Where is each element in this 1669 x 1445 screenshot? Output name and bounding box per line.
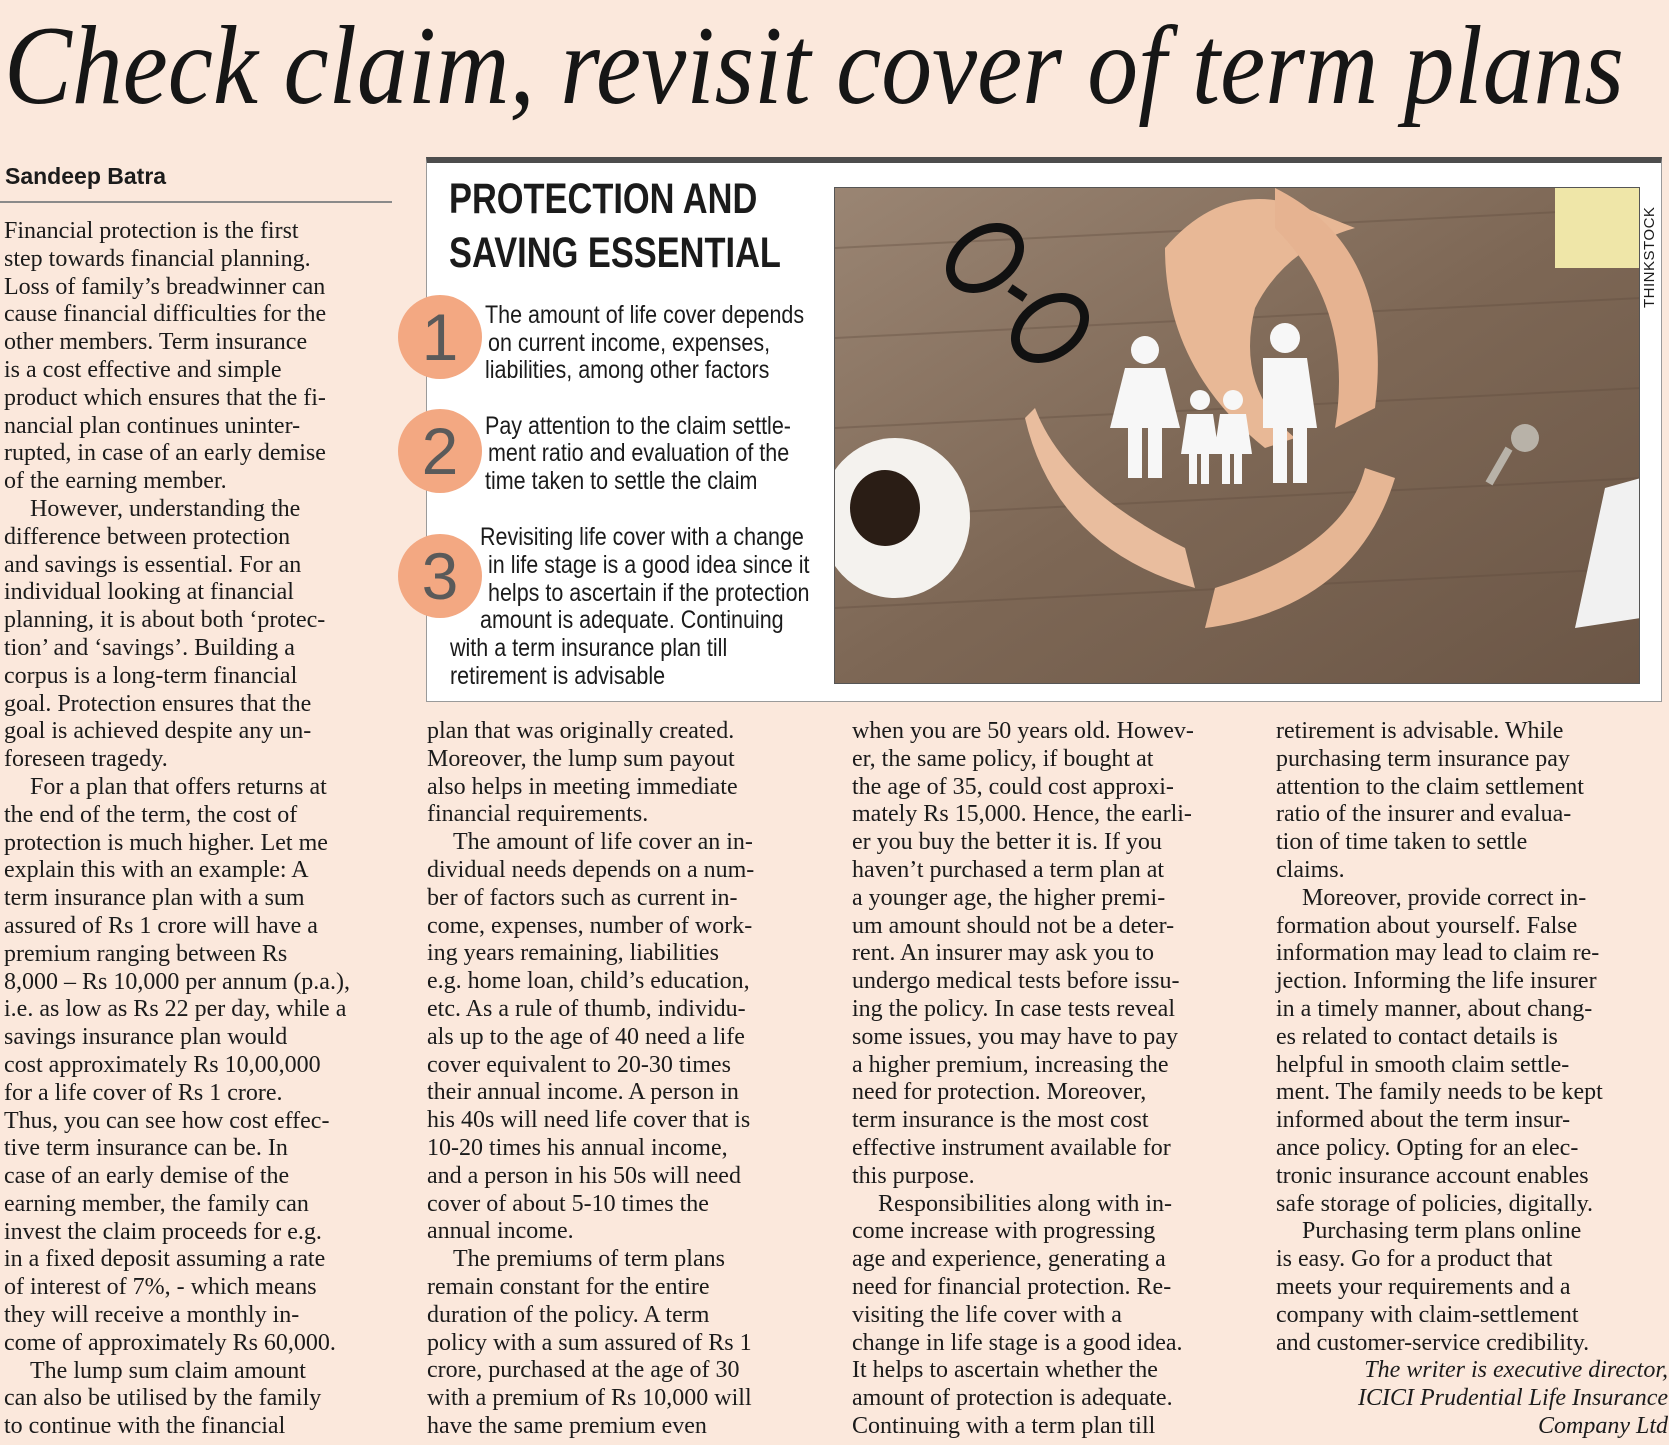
point-text-line: in life stage is a good idea since it — [488, 551, 810, 579]
body-text-line: other members. Term insurance — [4, 329, 308, 356]
body-text-line: ratio of the insurer and evalua- — [1276, 801, 1572, 828]
body-text-line: to continue with the financial — [4, 1413, 286, 1440]
body-text-line: step towards financial planning. — [4, 245, 311, 272]
body-text-line: ing the policy. In case tests reveal — [852, 995, 1175, 1022]
body-text-line: planning, it is about both ‘protec- — [4, 607, 326, 634]
point-text-line: amount is adequate. Continuing — [480, 606, 784, 634]
body-text-line: tion of time taken to settle — [1276, 829, 1528, 856]
body-text-line: corpus is a long-term financial — [4, 662, 298, 689]
body-text-line: have the same premium even — [427, 1412, 707, 1439]
body-text-line: effective instrument available for — [852, 1134, 1171, 1161]
body-text-line: crore, purchased at the age of 30 — [427, 1357, 740, 1384]
body-text-line: earning member, the family can — [4, 1190, 309, 1217]
body-text-line: retirement is advisable. While — [1276, 718, 1564, 744]
body-text-line: is easy. Go for a product that — [1276, 1246, 1553, 1273]
article-column — [852, 718, 1244, 1441]
body-text-line: savings insurance plan would — [4, 1024, 288, 1051]
point-text-line: helps to ascertain if the protection — [488, 579, 810, 607]
body-text-line: case of an early demise of the — [4, 1163, 290, 1190]
body-text-line: invest the claim proceeds for e.g. — [4, 1218, 322, 1245]
body-text-line: information may lead to claim re- — [1276, 940, 1600, 967]
body-text-line: a higher premium, increasing the — [852, 1051, 1169, 1078]
body-text-line: the end of the term, the cost of — [4, 801, 298, 828]
body-text-line: Thus, you can see how cost effec- — [4, 1107, 330, 1134]
body-text-line: meets your requirements and a — [1276, 1273, 1571, 1300]
body-text-line: in a fixed deposit assuming a rate — [4, 1246, 326, 1273]
author-note-line: Company Ltd — [1537, 1412, 1668, 1439]
body-text-line: plan that was originally created. — [427, 718, 735, 744]
body-text-line: tive term insurance can be. In — [4, 1135, 288, 1162]
body-text-line: e.g. home loan, child’s education, — [427, 968, 750, 995]
body-text-line: for a life cover of Rs 1 crore. — [4, 1079, 283, 1106]
body-text-line: goal. Protection ensures that the — [4, 690, 312, 717]
body-text-line: The lump sum claim amount — [30, 1357, 306, 1384]
point-text-line: Revisiting life cover with a change — [480, 523, 804, 551]
point-text-line: liabilities, among other factors — [485, 356, 770, 384]
body-text-line: als up to the age of 40 need a life — [427, 1023, 745, 1050]
body-text-line: can also be utilised by the family — [4, 1385, 322, 1412]
body-text-line: in a timely manner, about chang- — [1276, 995, 1593, 1022]
body-text-line: some issues, you may have to pay — [852, 1023, 1178, 1050]
body-text-line: Moreover, the lump sum payout — [427, 745, 735, 772]
body-text-line: come of approximately Rs 60,000. — [4, 1329, 336, 1356]
body-text-line: come increase with progressing — [852, 1218, 1156, 1245]
body-text-line: and a person in his 50s will need — [427, 1162, 741, 1189]
body-text-line: annual income. — [427, 1218, 574, 1245]
body-text-line: haven’t purchased a term plan at — [852, 856, 1165, 883]
body-text-line: his 40s will need life cover that is — [427, 1107, 751, 1134]
author-note-line: ICICI Prudential Life Insurance — [1358, 1385, 1668, 1412]
body-text-line: 10-20 times his annual income, — [427, 1134, 728, 1161]
author-note-line: The writer is executive director, — [1364, 1357, 1668, 1384]
body-text-line: Purchasing term plans online — [1302, 1218, 1582, 1245]
headline: Check claim, revisit cover of term plans — [4, 4, 1624, 128]
body-text-line: etc. As a rule of thumb, individu- — [427, 995, 746, 1022]
body-text-line: amount of protection is adequate. — [852, 1385, 1173, 1412]
body-text-line: age and experience, generating a — [852, 1246, 1166, 1273]
body-text-line: um amount should not be a deter- — [852, 912, 1175, 939]
point-text-line: on current income, expenses, — [488, 329, 771, 357]
body-text-line: 8,000 – Rs 10,000 per annum (p.a.), — [4, 968, 350, 995]
body-text-line: visiting the life cover with a — [852, 1301, 1122, 1328]
body-text-line: informed about the term insur- — [1276, 1107, 1571, 1134]
body-text-line: also helps in meeting immediate — [427, 773, 738, 800]
body-text-line: assured of Rs 1 crore will have a — [4, 912, 318, 939]
point-text-line: time taken to settle the claim — [485, 467, 758, 495]
body-text-line: ber of factors such as current in- — [427, 884, 738, 911]
body-text-line: change in life stage is a good idea. — [852, 1329, 1183, 1356]
body-text-line: rent. An insurer may ask you to — [852, 940, 1154, 967]
body-text-line: need for financial protection. Re- — [852, 1273, 1172, 1300]
body-text-line: undergo medical tests before issu- — [852, 968, 1180, 995]
body-text-line: Responsibilities along with in- — [878, 1190, 1172, 1217]
body-text-line: claims. — [1276, 856, 1345, 883]
body-text-line: The premiums of term plans — [453, 1246, 725, 1273]
point-text-line: Pay attention to the claim settle- — [485, 412, 791, 440]
body-text-line: they will receive a monthly in- — [4, 1302, 300, 1329]
body-text-line: need for protection. Moreover, — [852, 1079, 1147, 1106]
body-text-line: Financial protection is the first — [4, 218, 299, 244]
article-column — [427, 718, 819, 1441]
byline-divider — [0, 201, 392, 203]
body-text-line: nancial plan continues uninter- — [4, 412, 301, 439]
body-text-line: dividual needs depends on a num- — [427, 856, 755, 883]
body-text-line: financial requirements. — [427, 801, 649, 828]
body-text-line: It helps to ascertain whether the — [852, 1357, 1158, 1384]
author-byline: Sandeep Batra — [5, 163, 167, 189]
body-text-line: premium ranging between Rs — [4, 940, 288, 967]
body-text-line: with a premium of Rs 10,000 will — [427, 1385, 752, 1412]
body-text-line: remain constant for the entire — [427, 1273, 710, 1300]
point-number-badge: 3 — [398, 534, 482, 618]
body-text-line: Moreover, provide correct in- — [1302, 884, 1587, 911]
body-text-line: when you are 50 years old. Howev- — [852, 718, 1194, 744]
body-text-line: tronic insurance account enables — [1276, 1162, 1589, 1189]
body-text-line: the age of 35, could cost approxi- — [852, 773, 1174, 800]
body-text-line: Loss of family’s breadwinner can — [4, 273, 326, 300]
body-text-line: of the earning member. — [4, 468, 227, 495]
body-text-line: attention to the claim settlement — [1276, 773, 1584, 800]
body-text-line: cause financial difficulties for the — [4, 301, 327, 328]
body-text-line: ance policy. Opting for an elec- — [1276, 1134, 1579, 1161]
body-text-line: er, the same policy, if bought at — [852, 745, 1154, 772]
body-text-line: i.e. as low as Rs 22 per day, while a — [4, 996, 347, 1023]
article-column — [4, 218, 396, 1441]
point-text-line: with a term insurance plan till — [450, 634, 728, 662]
box-heading-line: SAVING ESSENTIAL — [449, 229, 781, 277]
body-text-line: mately Rs 15,000. Hence, the earli- — [852, 801, 1192, 828]
body-text-line: ment. The family needs to be kept — [1276, 1079, 1603, 1106]
point-text-line: ment ratio and evaluation of the — [488, 439, 790, 467]
point-number-badge: 2 — [398, 409, 482, 493]
body-text-line: of interest of 7%, - which means — [4, 1274, 317, 1301]
body-text-line: duration of the policy. A term — [427, 1301, 710, 1328]
body-text-line: their annual income. A person in — [427, 1079, 739, 1106]
body-text-line: cost approximately Rs 10,00,000 — [4, 1051, 321, 1078]
body-text-line: tion’ and ‘savings’. Building a — [4, 634, 295, 661]
body-text-line: come, expenses, number of work- — [427, 912, 753, 939]
body-text-line: helpful in smooth claim settle- — [1276, 1051, 1570, 1078]
body-text-line: term insurance plan with a sum — [4, 885, 305, 912]
family-protection-photo — [834, 187, 1640, 684]
body-text-line: foreseen tragedy. — [4, 746, 168, 773]
body-text-line: The amount of life cover an in- — [453, 829, 753, 856]
body-text-line: difference between protection — [4, 523, 291, 550]
body-text-line: product which ensures that the fi- — [4, 384, 326, 411]
body-text-line: is a cost effective and simple — [4, 356, 282, 383]
hands-family-illustration — [835, 188, 1640, 684]
body-text-line: and customer-service credibility. — [1276, 1329, 1590, 1356]
point-number-badge: 1 — [398, 295, 482, 379]
body-text-line: es related to contact details is — [1276, 1023, 1558, 1050]
box-heading — [449, 172, 781, 280]
point-text-line: retirement is advisable — [450, 662, 666, 690]
body-text-line: Continuing with a term plan till — [852, 1412, 1156, 1439]
body-text-line: cover of about 5-10 times the — [427, 1190, 709, 1217]
body-text-line: explain this with an example: A — [4, 857, 309, 884]
body-text-line: this purpose. — [852, 1162, 975, 1189]
body-text-line: For a plan that offers returns at — [30, 773, 327, 800]
body-text-line: safe storage of policies, digitally. — [1276, 1190, 1594, 1217]
body-text-line: purchasing term insurance pay — [1276, 745, 1570, 772]
body-text-line: individual looking at financial — [4, 579, 294, 606]
body-text-line: term insurance is the most cost — [852, 1107, 1149, 1134]
body-text-line: rupted, in case of an early demise — [4, 440, 326, 467]
body-text-line: a younger age, the higher premi- — [852, 884, 1166, 911]
body-text-line: policy with a sum assured of Rs 1 — [427, 1329, 752, 1356]
body-text-line: formation about yourself. False — [1276, 912, 1578, 939]
body-text-line: cover equivalent to 20-30 times — [427, 1051, 731, 1078]
body-text-line: and savings is essential. For an — [4, 551, 302, 578]
body-text-line: company with claim-settlement — [1276, 1301, 1579, 1328]
box-heading-line: PROTECTION AND — [449, 175, 758, 223]
body-text-line: protection is much higher. Let me — [4, 829, 328, 856]
body-text-line: jection. Informing the life insurer — [1276, 968, 1597, 995]
article-column — [1276, 718, 1668, 1441]
point-text-line: The amount of life cover depends — [485, 301, 805, 329]
body-text-line: ing years remaining, liabilities — [427, 940, 719, 967]
body-text-line: goal is achieved despite any un- — [4, 718, 312, 745]
body-text-line: However, understanding the — [30, 495, 301, 522]
photo-credit: THINKSTOCK — [1641, 206, 1658, 308]
body-text-line: er you buy the better it is. If you — [852, 829, 1162, 856]
